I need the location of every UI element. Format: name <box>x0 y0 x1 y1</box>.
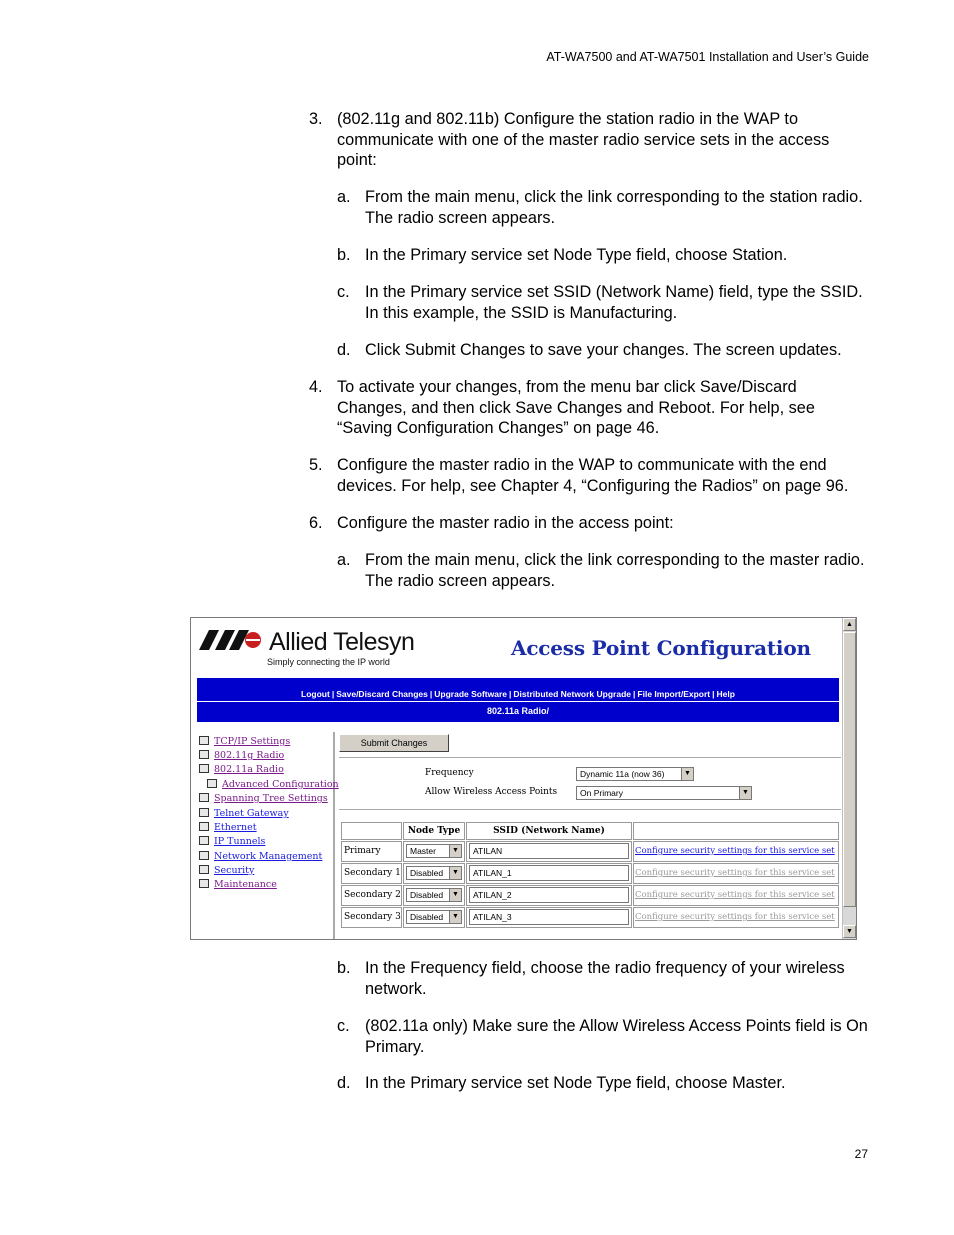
table-corner <box>341 822 402 840</box>
nav-network-management[interactable]: Network Management <box>199 851 322 862</box>
folder-icon <box>199 851 209 860</box>
table-cell <box>403 841 465 862</box>
step-3a: a. From the main menu, click the link corresponding to the station radio. The radio screen appears. <box>337 188 863 227</box>
secondary-3-security-link: Configure security settings for this service set <box>633 907 839 928</box>
allow-wap-label: Allow Wireless Access Points <box>425 787 558 797</box>
table-cell <box>403 907 465 928</box>
step-3b: b. In the Primary service set Node Type field, choose Station. <box>337 246 788 264</box>
secondary-2-ssid-input[interactable]: ATILAN_2 <box>469 887 629 903</box>
radio-config-panel <box>339 732 839 940</box>
primary-ssid-input[interactable]: ATILAN <box>469 843 629 859</box>
step-3: 3. (802.11g and 802.11b) Configure the station radio in the WAP to communicate with one of the master radio service sets in the access point: <box>309 110 830 169</box>
folder-icon <box>207 779 217 788</box>
secondary-3-ssid-input[interactable]: ATILAN_3 <box>469 909 629 925</box>
nav-advanced-configuration[interactable]: Advanced Configuration <box>207 779 339 790</box>
table-cell <box>466 841 632 862</box>
table-cell <box>403 863 465 884</box>
table-cell <box>403 885 465 906</box>
folder-icon <box>199 793 209 802</box>
allow-wap-select[interactable]: On Primary ▼ <box>576 786 752 800</box>
row-primary-label: Primary <box>341 841 402 862</box>
chevron-down-icon: ▼ <box>739 787 751 799</box>
nav-tcpip-settings[interactable]: TCP/IP Settings <box>199 736 290 747</box>
folder-open-icon <box>199 764 209 773</box>
menu-logout[interactable]: Logout <box>301 689 330 699</box>
scroll-down-icon[interactable]: ▼ <box>843 925 856 938</box>
page-header: AT-WA7500 and AT-WA7501 Installation and User’s Guide <box>546 50 869 64</box>
menu-upgrade-software[interactable]: Upgrade Software <box>434 689 508 699</box>
frequency-label: Frequency <box>425 768 474 778</box>
chevron-down-icon: ▼ <box>449 911 461 923</box>
chevron-down-icon: ▼ <box>681 768 693 780</box>
chevron-down-icon: ▼ <box>449 867 461 879</box>
folder-icon <box>199 836 209 845</box>
step-6: 6. Configure the master radio in the access point: <box>309 514 674 532</box>
step-6b: b. In the Frequency field, choose the radio frequency of your wireless network. <box>337 959 845 998</box>
table-cell <box>466 885 632 906</box>
menu-file-import-export[interactable]: File Import/Export <box>637 689 711 699</box>
title-bar-strip <box>197 678 839 687</box>
secondary-1-security-link: Configure security settings for this service set <box>633 863 839 884</box>
node-type-header: Node Type <box>403 822 465 840</box>
step-3d: d. Click Submit Changes to save your changes. The screen updates. <box>337 341 842 359</box>
step-5: 5. Configure the master radio in the WAP to communicate with the end devices. For help, see Chapter 4, “Configuring the Radios” on page 96. <box>309 456 849 495</box>
nav-maintenance[interactable]: Maintenance <box>199 879 277 890</box>
secondary-1-ssid-input[interactable]: ATILAN_1 <box>469 865 629 881</box>
table-cell <box>466 863 632 884</box>
nav-telnet-gateway[interactable]: Telnet Gateway <box>199 808 289 819</box>
row-secondary-1-label: Secondary 1 <box>341 863 402 884</box>
chevron-down-icon: ▼ <box>449 889 461 901</box>
primary-security-link[interactable]: Configure security settings for this service set <box>633 841 839 862</box>
page-icon <box>199 808 209 817</box>
secondary-2-node-type-select[interactable]: Disabled ▼ <box>406 888 462 902</box>
page-title: Access Point Configuration <box>511 636 811 660</box>
folder-icon <box>199 865 209 874</box>
primary-node-type-select[interactable]: Master ▼ <box>406 844 462 858</box>
chevron-down-icon: ▼ <box>449 845 461 857</box>
step-6c: c. (802.11a only) Make sure the Allow Wireless Access Points field is On Primary. <box>337 1017 868 1056</box>
ssid-header: SSID (Network Name) <box>466 822 632 840</box>
folder-icon <box>199 750 209 759</box>
secondary-1-node-type-select[interactable]: Disabled ▼ <box>406 866 462 880</box>
security-header <box>633 822 839 840</box>
nav-ip-tunnels[interactable]: IP Tunnels <box>199 836 265 847</box>
nav-security[interactable]: Security <box>199 865 254 876</box>
nav-80211g-radio[interactable]: 802.11g Radio <box>199 750 284 761</box>
secondary-3-node-type-select[interactable]: Disabled ▼ <box>406 910 462 924</box>
table-cell <box>466 907 632 928</box>
allied-telesyn-logo: Allied Telesyn Simply connecting the IP world <box>197 624 427 670</box>
nav-spanning-tree[interactable]: Spanning Tree Settings <box>199 793 328 804</box>
row-secondary-3-label: Secondary 3 <box>341 907 402 928</box>
menu-bar: Logout | Save/Discard Changes | Upgrade Software | Distributed Network Upgrade | File Import/Export | Help <box>197 687 839 701</box>
folder-icon <box>199 879 209 888</box>
folder-icon <box>199 822 209 831</box>
menu-help[interactable]: Help <box>716 689 735 699</box>
step-6a: a. From the main menu, click the link corresponding to the master radio. The radio screen appears. <box>337 551 865 590</box>
menu-distributed-upgrade[interactable]: Distributed Network Upgrade <box>513 689 632 699</box>
allied-telesyn-logo-mark <box>199 630 261 650</box>
page-icon <box>199 736 209 745</box>
ap-page <box>191 618 842 939</box>
scroll-up-icon[interactable]: ▲ <box>843 618 856 631</box>
secondary-2-security-link: Configure security settings for this service set <box>633 885 839 906</box>
breadcrumb: 802.11a Radio/ <box>197 702 839 722</box>
step-6d: d. In the Primary service set Node Type field, choose Master. <box>337 1074 786 1092</box>
row-secondary-2-label: Secondary 2 <box>341 885 402 906</box>
nav-80211a-radio[interactable]: 802.11a Radio <box>199 764 284 775</box>
menu-save-discard[interactable]: Save/Discard Changes <box>336 689 428 699</box>
nav-ethernet[interactable]: Ethernet <box>199 822 257 833</box>
page-number: 27 <box>854 1147 868 1161</box>
submit-changes-button[interactable]: Submit Changes <box>339 734 449 752</box>
scroll-thumb[interactable] <box>843 632 856 907</box>
vertical-scrollbar[interactable] <box>842 618 856 939</box>
step-4: 4. To activate your changes, from the menu bar click Save/Discard Changes, and then click Save Changes and Reboot. For help, see “Saving Configuration Changes” on page 46. <box>309 378 815 437</box>
frequency-select[interactable]: Dynamic 11a (now 36) ▼ <box>576 767 694 781</box>
step-3c: c. In the Primary service set SSID (Network Name) field, type the SSID. In this example, the SSID is Manufacturing. <box>337 283 863 322</box>
sidebar <box>195 732 339 940</box>
access-point-screenshot <box>190 617 857 940</box>
